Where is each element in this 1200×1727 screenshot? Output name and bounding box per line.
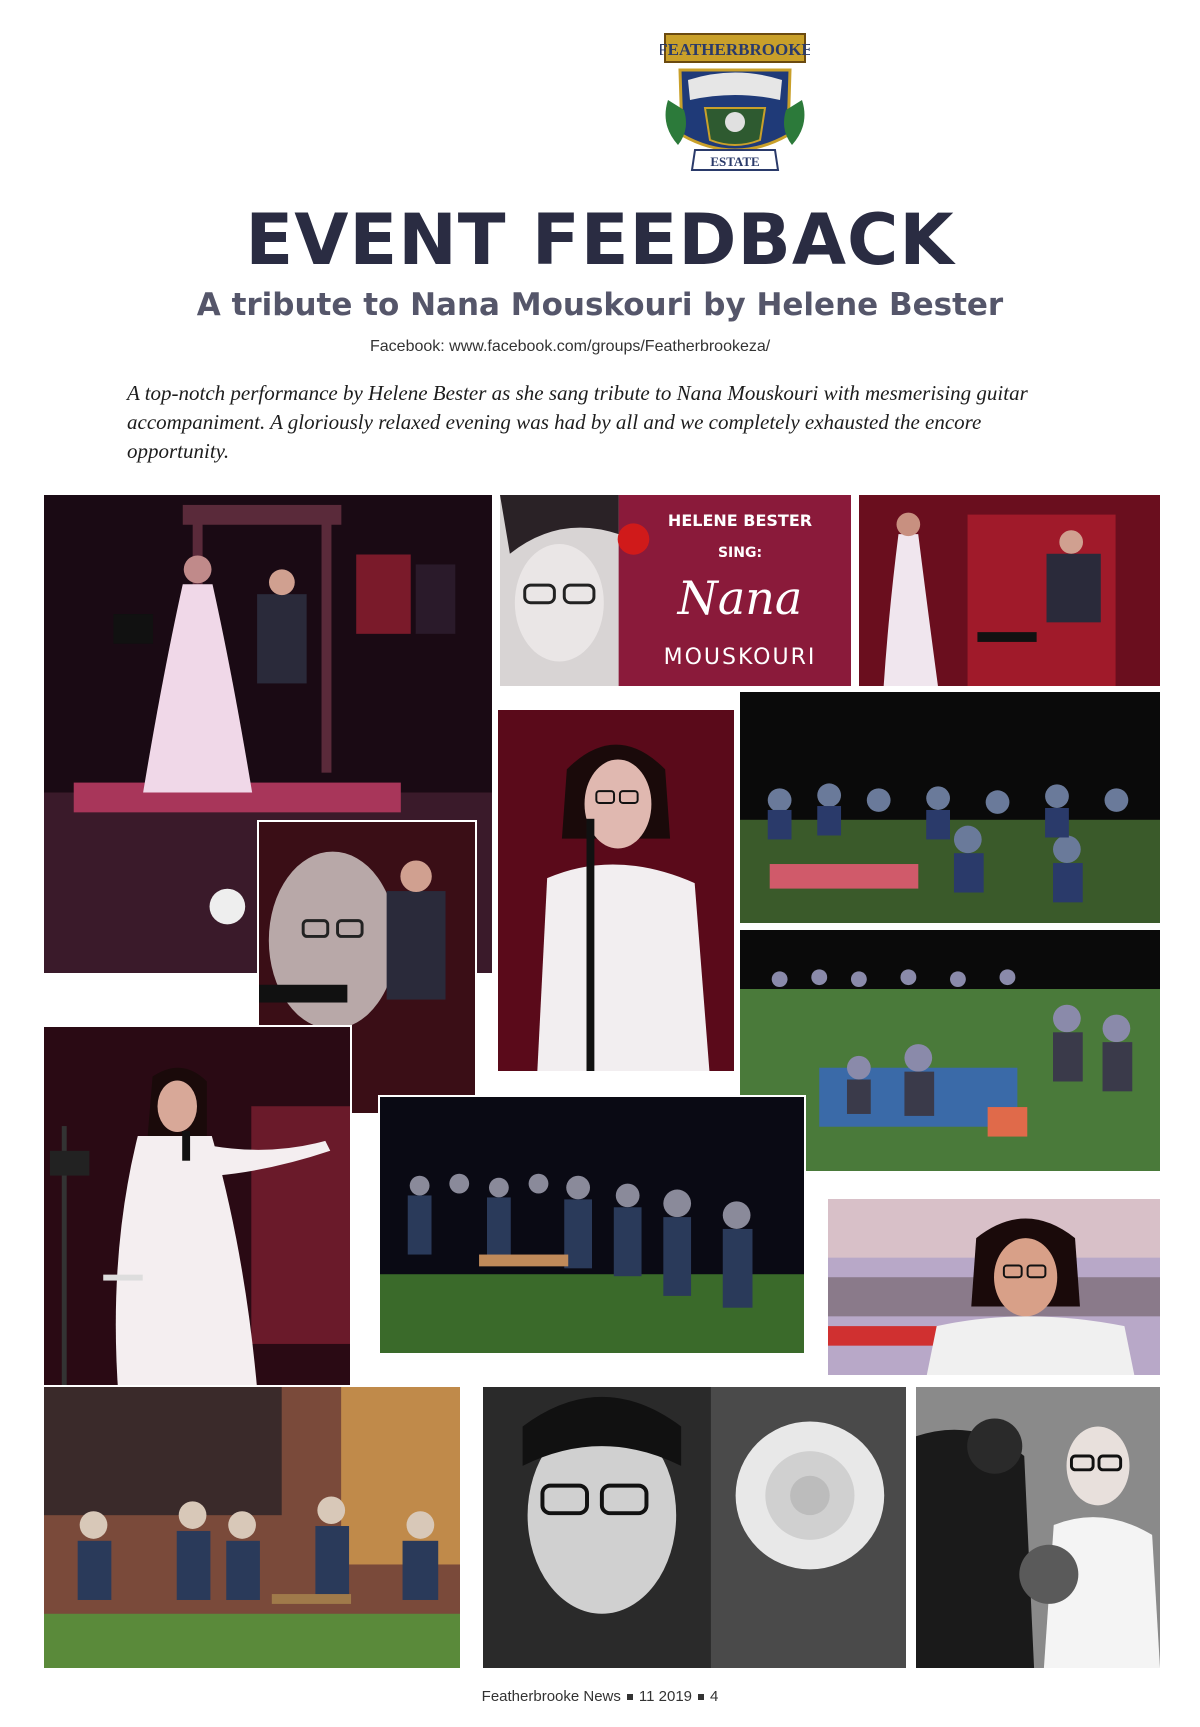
estate-logo <box>660 30 810 180</box>
photo-portrait-rose <box>481 1385 908 1670</box>
photo-singer-microphone <box>496 708 736 1073</box>
logo-top-text: FEATHERBROOKE <box>660 40 810 59</box>
facebook-link[interactable]: Facebook: www.facebook.com/groups/Featherbrookeza/ <box>370 338 771 355</box>
photo-nana-interview <box>826 1197 1162 1377</box>
page-footer <box>0 1688 1200 1705</box>
photo-singer-white-dress <box>42 1025 352 1445</box>
poster-line-3: Nana <box>677 571 803 625</box>
page-subtitle: A tribute to Nana Mouskouri by Helene Bester <box>196 287 1004 323</box>
page-title: EVENT FEEDBACK <box>245 199 955 281</box>
footer-separator-icon <box>627 1694 633 1700</box>
photo-vintage-bouquet <box>914 1385 1162 1670</box>
photo-audience-lawn <box>738 690 1162 925</box>
photo-singer-guitarist-red <box>857 493 1162 688</box>
poster-line-4: MOUSKOURI <box>663 645 817 670</box>
footer-separator-icon <box>698 1694 704 1700</box>
footer-publication: Featherbrooke News <box>481 1688 621 1705</box>
logo-bottom-text: ESTATE <box>710 154 760 169</box>
photo-event-poster <box>498 493 853 688</box>
poster-line-1: HELENE BESTER <box>667 511 813 530</box>
intro-paragraph: A top-notch performance by Helene Bester as she sang tribute to Nana Mouskouri with mesmerising guitar accompaniment. A gloriously relaxed evening was had by all and we completely exhausted the encore opportunity. <box>127 381 1028 463</box>
poster-line-2: SING: <box>717 545 763 561</box>
photo-audience-night <box>378 1095 806 1355</box>
footer-page-number: 4 <box>710 1688 719 1705</box>
photo-audience-seated <box>42 1385 462 1670</box>
footer-issue: 11 2019 <box>638 1688 692 1705</box>
